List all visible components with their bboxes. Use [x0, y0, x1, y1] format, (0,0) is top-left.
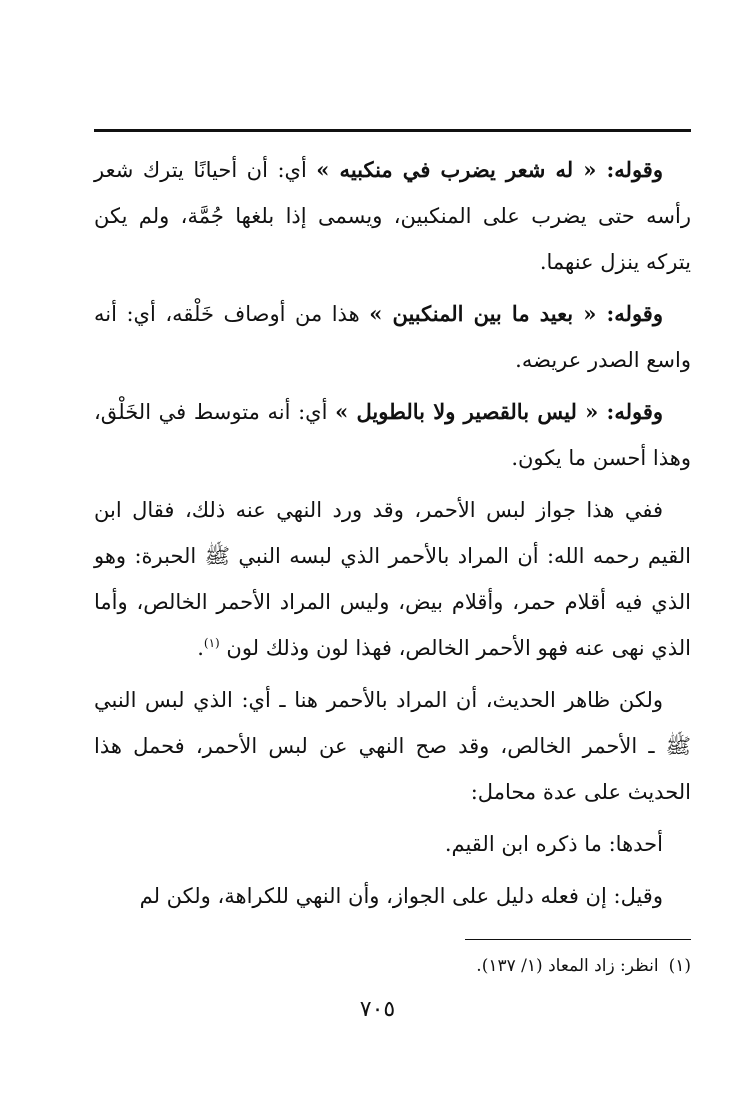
paragraph-4-end: . — [197, 636, 204, 660]
paragraph-5: ولكن ظاهر الحديث، أن المراد بالأحمر هنا ـ أي: الذي لبس النبي ﷺ ـ الأحمر الخالص، وقد صح النهي عن لبس الأحمر، فحمل هذا الحديث على عدة محامل: — [94, 688, 691, 804]
paragraph-2-quote: « بعيد ما بين المنكبين » — [369, 301, 597, 326]
paragraph-6: أحدها: ما ذكره ابن القيم. — [444, 832, 663, 856]
paragraph-2-text: هذا من أوصاف خَلْقه، أي: أنه واسع الصدر عريضه. — [94, 302, 691, 372]
colon: : — [598, 399, 615, 424]
paragraph-3-text: أي: أنه متوسط في الخَلْق، وهذا أحسن ما يكون. — [94, 400, 691, 470]
paragraph-1 — [94, 147, 691, 285]
body-text — [94, 147, 691, 925]
paragraph-3-quote: « ليس بالقصير ولا بالطويل » — [335, 399, 599, 424]
colon: : — [596, 301, 615, 326]
footnote — [131, 952, 691, 980]
paragraph-2-lead: وقوله — [614, 301, 663, 326]
paragraph-1-quote: « له شعر يضرب في منكبيه » — [316, 157, 597, 182]
footnote-rule — [465, 939, 691, 940]
paragraph-3-lead: وقوله — [614, 399, 663, 424]
page-number: ٧٠٥ — [359, 997, 396, 1022]
paragraph-4 — [94, 487, 691, 671]
paragraph-7: وقيل: إن فعله دليل على الجواز، وأن النهي للكراهة، ولكن لم — [139, 884, 663, 908]
colon: : — [596, 157, 615, 182]
footnote-number: (١) — [668, 956, 691, 976]
paragraph-4-text: ففي هذا جواز لبس الأحمر، وقد ورد النهي عنه ذلك، فقال ابن القيم رحمه الله: أن المراد بالأحمر الذي لبسه النبي ﷺ الحبرة: وهو الذي فيه أقلام حمر، وأقلام بيض، وليس المراد الأحمر الخالص، وأما الذي نهى عنه فهو الأحمر الخالص، فهذا لون وذلك لون — [94, 498, 691, 660]
paragraph-2 — [94, 291, 691, 383]
footnote-reference[interactable]: (١) — [203, 636, 220, 650]
paragraph-3 — [94, 389, 691, 481]
footnote-text: انظر: زاد المعاد (١/ ١٣٧). — [476, 956, 659, 976]
paragraph-1-lead: وقوله — [614, 157, 663, 182]
top-rule — [94, 129, 691, 132]
paragraph-1-text: أي: أن أحيانًا يترك شعر رأسه حتى يضرب على المنكبين، ويسمى إذا بلغها جُمَّة، ولم يكن يتركه ينزل عنهما. — [94, 158, 691, 274]
